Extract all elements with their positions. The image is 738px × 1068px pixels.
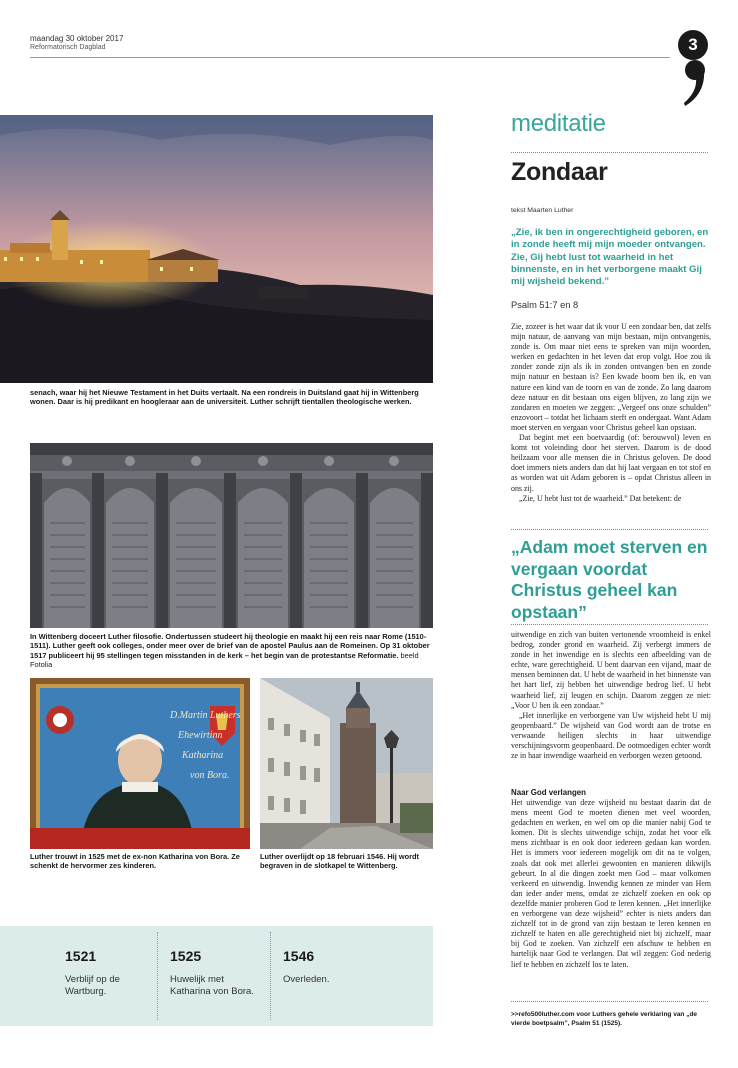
caption-castle: senach, waar hij het Nieuwe Testament in het Duits vertaalt. Na een rondreis in Duitsland gaat hij in Wittenberg wonen. Daar is hij predikant en hoogleraar aan de universiteit. Luther schrijft tientallen theologische werken. xyxy=(30,388,419,407)
timeline-year: 1525 xyxy=(170,948,202,964)
header-rule xyxy=(30,57,670,58)
photo-wittenberg-church xyxy=(260,678,433,849)
footer-divider xyxy=(511,1001,708,1002)
timeline-divider xyxy=(157,932,158,1020)
photo-theses-door xyxy=(30,443,433,628)
caption-church: Luther overlijdt op 18 februari 1546. Hij wordt begraven in de slotkapel te Wittenberg. xyxy=(260,852,419,871)
article-subhead: Naar God verlangen xyxy=(511,788,586,797)
article-byline: tekst Maarten Luther xyxy=(511,207,574,214)
timeline-divider xyxy=(270,932,271,1020)
photo-katharina-painting xyxy=(30,678,250,849)
timeline-entry-1546 xyxy=(283,926,403,1026)
article-body-part-2 xyxy=(511,630,711,761)
painting-inscription-3: Katharina xyxy=(182,750,224,761)
painting-inscription-4: von Bora. xyxy=(190,770,230,781)
pull-quote: „Adam moet sterven en vergaan voordat Christus geheel kan opstaan” xyxy=(511,537,708,622)
caption-theses-door-text: In Wittenberg doceert Luther filosofie. Ondertussen studeert hij theologie en maakt hij een reis naar Rome (1510-1511). Luther geeft ook colleges, onder meer over de brief van de apostel Paulus aan de Romeinen. Op 31 oktober 1517 publiceert hij 95 stellingen tegen misstanden in de kerk – het begin van de protestantse Reformatie. xyxy=(30,632,430,660)
painting-inscription-2: Ehewirtinn xyxy=(178,730,223,741)
photo-wartburg-castle xyxy=(0,115,433,383)
caption-theses-door xyxy=(30,632,430,670)
body-paragraph: „Zie, U hebt lust tot de waarheid.” Dat betekent: de xyxy=(519,493,682,503)
body-paragraph: Dat begint met een boetvaardig (of: berouwvol) leven en komt tot voleinding door het sterven. Daarom is de dood heilzaam voor alle mensen die in Christus geloven. De dood doet immers niets anders dan dat hij laat vergaan en tot stof en as worden wat uit Adam geboren is – opdat Christus alleen in ons zij. xyxy=(511,433,711,493)
body-paragraph: uitwendige en zich van buiten vertonende vroomheid is enkel bedrog, zonder grond en waarheid. Zij verbergt immers de zonde in het inwendige en is slechts een afbeelding van de echte, ware gerechtigheid. U bent daarvan een vijand, maar de mensen beminnen dat. U hebt de waarheid in het binnenste van het hart lief, zij hebben het uitwendige bedrog lief. U hebt waarheid lief, zij leugen en schijn. Daarom zeggen ze niet: „Voor U ben ik een zondaar.” xyxy=(511,630,711,710)
section-divider xyxy=(511,152,708,153)
comma-logo-icon xyxy=(680,58,710,108)
pullquote-divider-top xyxy=(511,529,708,530)
timeline-entry-1525 xyxy=(170,926,265,1026)
scripture-reference: Psalm 51:7 en 8 xyxy=(511,300,579,310)
timeline-year: 1546 xyxy=(283,948,315,964)
timeline-year: 1521 xyxy=(65,948,97,964)
article-title: Zondaar xyxy=(511,158,608,186)
painting-inscription-1: D.Martin Luthers xyxy=(170,710,241,721)
timeline-entry-1521 xyxy=(65,926,155,1026)
caption-katharina: Luther trouwt in 1525 met de ex-non Katharina von Bora. Ze schenkt de hervormer zes kinderen. xyxy=(30,852,240,871)
section-label: meditatie xyxy=(511,110,606,137)
body-paragraph: „Het innerlijke en verborgene van Uw wijsheid hebt U mij geopenbaard.” De wijsheid van God wordt aan de trotse en verwaande heiligen slechts in haar uitwendige verschijningsvorm geopenbaard. De ootmoedigen echter wordt ze in haar inwendige waarheid en verborgen wezen getoond. xyxy=(511,710,711,761)
body-paragraph: Het uitwendige van deze wijsheid nu bestaat daarin dat de mens meent God te moeten dienen met veel woorden, gedachten en werken, en wel om op die manier nabij God te komen. Dit is slechts uitwendige schijn, zodat het voor elk mens zichtbaar is en ook door iedereen gedaan kan worden. Het is immers voor iedereen mogelijk om dit na te volgen, zoals dat ook met allerlei gewoonten en manieren dikwijls gebeurt. In al die dingen zoekt men God – maar volkomen verkeerd en uitwendig. Inwendig kennen ze minder van Hem dan ieder ander mens, omdat ze zichzelf zoeken en ook op dezelfde manier proberen God te leren kennen. „Het innerlijke en verborgene van deze wijsheid” echter is niets anders dan zichzelf tot in de grond van zijn bestaan te leren kennen en zichzelf te haten en alle gerechtigheid niet bij zichzelf, maar bij God te zoeken. Van zichzelf een afschuw te hebben en hartelijk naar God te verlangen. Dat wil zeggen: God nederig lief te hebben en zichzelf los te laten. xyxy=(511,798,711,969)
footer-web-link[interactable]: >>refo500luther.com voor Luthers gehele verklaring van „de vierde boetpsalm”, Psalm 51 (1525). xyxy=(511,1011,698,1027)
article-body-part-1 xyxy=(511,322,711,504)
timeline-text: Verblijf op de Wartburg. xyxy=(65,974,120,997)
page-number-badge: 3 xyxy=(678,30,708,60)
timeline-text: Overleden. xyxy=(283,974,330,985)
header-paper-name: Reformatorisch Dagblad xyxy=(30,44,106,51)
body-paragraph: Zie, zozeer is het waar dat ik voor U een zondaar ben, dat zelfs mijn natuur, de aanvang van mijn bestaan, mijn ontvangenis, zonde is. Om maar niet eens te spreken van mijn woorden, werken en gedachten in het leven dat erop volgt. Hoe zou ik zonder zonde zijn als ik in zonden ontvangen ben en zonde mijn natuur en bestaan is? Een kwade boom ben ik, en van nature een kind van de toorn en van de zonde. Zo lang daarom deze natuur en dit bestaan ons eigen blijven, zo lang zijn we zondaren en moeten we zeggen: „Vergeef ons onze schulden” enzovoort – totdat het lichaam sterft en ondergaat. Want Adam moet sterven en vergaan voor Christus geheel kan opstaan. xyxy=(511,322,711,432)
article-body-part-3 xyxy=(511,798,711,970)
photo-credit: beeld Fotolia xyxy=(30,650,419,670)
timeline-text: Huwelijk met Katharina von Bora. xyxy=(170,974,254,997)
header-date: maandag 30 oktober 2017 xyxy=(30,34,124,43)
scripture-quote: „Zie, ik ben in ongerechtigheid geboren, en in zonde heeft mij mijn moeder ontvangen. Zie, Gij hebt lust tot waarheid in het binnenste, en in het verborgene maakt Gij mij wijsheid bekend.” xyxy=(511,227,709,288)
timeline-box xyxy=(0,926,433,1026)
pullquote-divider-bottom xyxy=(511,624,708,625)
